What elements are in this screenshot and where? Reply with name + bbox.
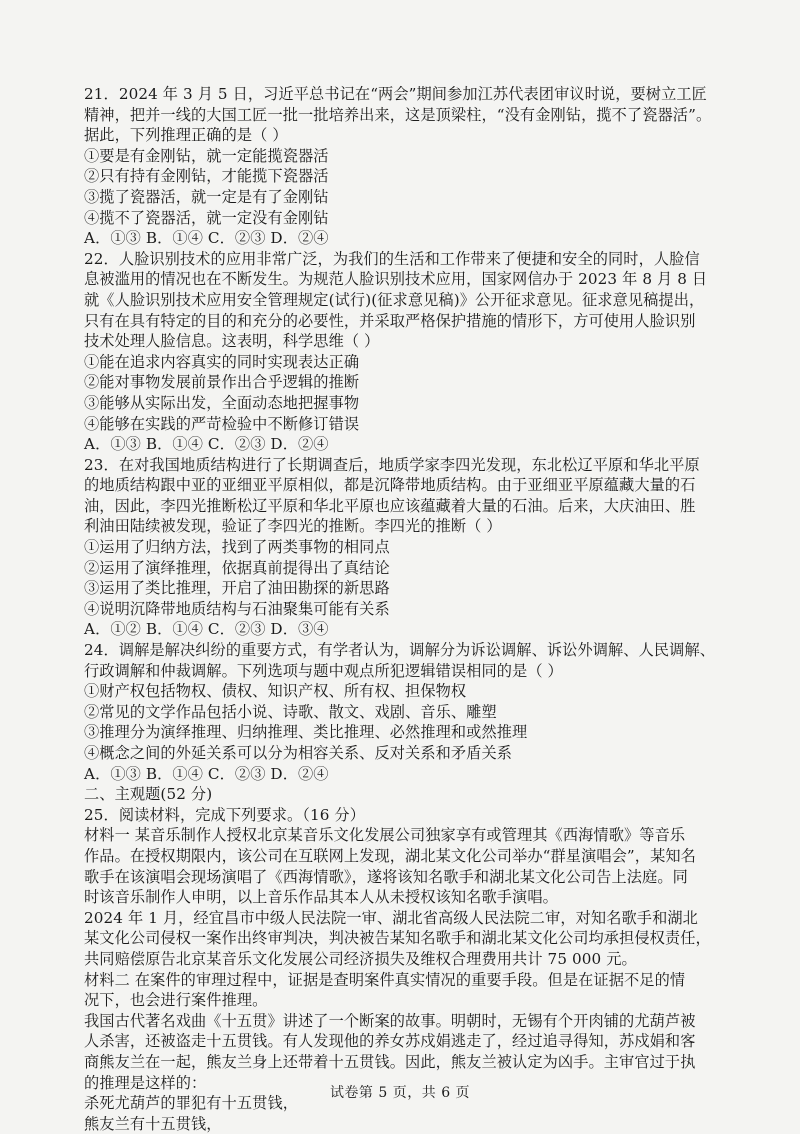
text-line: 的推理是这样的： <box>84 1073 207 1092</box>
text-line: ④概念之间的外延关系可以分为相容关系、反对关系和矛盾关系 <box>84 744 513 762</box>
text-line: ②只有持有金刚钻，才能揽下瓷器活 <box>84 167 329 186</box>
text-line: 24．调解是解决纠纷的重要方式，有学者认为，调解分为诉讼调解、诉讼外调解、人民调解、 <box>84 641 716 660</box>
text-line: 时该音乐制作人申明，以上音乐作品其本人从未授权该知名歌手演唱。 <box>84 888 558 907</box>
text-line: ①能在追求内容真实的同时实现表达正确 <box>84 352 360 371</box>
text-line: A．①③ B．①④ C．②③ D．②④ <box>84 435 329 454</box>
text-line: 精神，把并一线的大国工匠一批一批培养出来，这是顶梁柱，“没有金刚钻，揽不了瓷器活”。 <box>84 105 712 124</box>
text-line: ②能对事物发展前景作出合乎逻辑的推断 <box>84 373 360 392</box>
text-line: 某文化公司侵权一案作出终审判决，判决被告某知名歌手和湖北某文化公司均承担侵权责任， <box>84 929 711 948</box>
text-line: 共同赔偿原告北京某音乐文化发展公司经济损失及维权合理费用共计 75 000 元。 <box>84 949 637 968</box>
page-body <box>84 84 760 1134</box>
text-line: 人杀害，还被盗走十五贯钱。有人发现他的养女苏戍娟逃走了，经过追寻得知，苏戍娟和客 <box>84 1032 696 1051</box>
text-line: ①要是有金刚钻，就一定能揽瓷器活 <box>84 146 329 165</box>
text-line: 油，因此，李四光推断松辽平原和华北平原也应该蕴藏着大量的石油。后来，大庆油田、胜 <box>84 496 696 515</box>
text-line: 据此，下列推理正确的是（ ） <box>84 126 288 145</box>
text-line: ②常见的文学作品包括小说、诗歌、散文、戏剧、音乐、雕塑 <box>84 702 497 721</box>
text-line: ③能够从实际出发，全面动态地把握事物 <box>84 393 360 412</box>
text-line: 技术处理人脸信息。这表明，科学思维（ ） <box>84 332 380 351</box>
text-line: ②运用了演绎推理，依据真前提得出了真结论 <box>84 558 390 577</box>
text-line: 利油田陆续被发现，验证了李四光的推断。李四光的推断（ ） <box>84 517 502 536</box>
text-line: 熊友兰有十五贯钱， <box>84 1114 222 1133</box>
text-line: 材料一 某音乐制作人授权北京某音乐文化发展公司独家享有或管理其《西海情歌》等音乐 <box>84 826 686 845</box>
text-line: 作品。在授权期限内，该公司在互联网上发现，湖北某文化公司举办“群星演唱会”，某知名 <box>84 846 696 865</box>
text-line: ①财产权包括物权、债权、知识产权、所有权、担保物权 <box>84 682 467 701</box>
text-line: 行政调解和仲裁调解。下列选项与题中观点所犯逻辑错误相同的是（ ） <box>84 661 563 680</box>
text-line: 21．2024 年 3 月 5 日，习近平总书记在“两会”期间参加江苏代表团审议时说，要树立工匠 <box>84 85 707 103</box>
text-line: ④能够在实践的严苛检验中不断修订错误 <box>84 414 360 433</box>
text-line: 我国古代著名戏曲《十五贯》讲述了一个断案的故事。明朝时，无锡有个开肉铺的尤葫芦被 <box>84 1011 696 1030</box>
page-footer: 试卷第 5 页，共 6 页 <box>329 1085 471 1101</box>
text-line: 只有在具有特定的目的和充分的必要性，并采取严格保护措施的情形下，方可使用人脸识别 <box>84 311 696 330</box>
text-line: ③揽了瓷器活，就一定是有了金刚钻 <box>84 187 329 206</box>
text-line: 23．在对我国地质结构进行了长期调查后，地质学家李四光发现，东北松辽平原和华北平原 <box>84 455 700 474</box>
text-line: 歌手在该演唱会现场演唱了《西海情歌》，遂将该知名歌手和湖北某文化公司告上法庭。同 <box>84 867 688 886</box>
text-line: ④揽不了瓷器活，就一定没有金刚钻 <box>84 208 329 227</box>
text-line: 杀死尤葫芦的罪犯有十五贯钱， <box>84 1094 299 1113</box>
text-line: A．①③ B．①④ C．②③ D．②④ <box>84 229 329 248</box>
text-line: ①运用了归纳方法，找到了两类事物的相同点 <box>84 538 390 557</box>
text-line: 22．人脸识别技术的应用非常广泛，为我们的生活和工作带来了便捷和安全的同时，人脸信 <box>84 249 700 268</box>
text-line: 商熊友兰在一起，熊友兰身上还带着十五贯钱。因此，熊友兰被认定为凶手。主审官过于执 <box>84 1052 696 1071</box>
text-line: 息被滥用的情况也在不断发生。为规范人脸识别技术应用，国家网信办于 2023 年 8 月 8 日 <box>84 270 708 289</box>
text-line: 况下，也会进行案件推理。 <box>84 991 268 1010</box>
text-line: 2024 年 1 月，经宜昌市中级人民法院一审、湖北省高级人民法院二审，对知名歌手和湖北 <box>84 908 698 927</box>
text-line: ④说明沉降带地质结构与石油聚集可能有关系 <box>84 599 390 618</box>
text-line: ③推理分为演绎推理、归纳推理、类比推理、必然推理和或然推理 <box>84 723 528 742</box>
text-line: 就《人脸识别技术应用安全管理规定(试行)(征求意见稿)》公开征求意见。征求意见稿提出， <box>84 290 705 309</box>
text-line: 材料二 在案件的审理过程中，证据是查明案件真实情况的重要手段。但是在证据不足的情 <box>84 970 686 989</box>
text-line: 25．阅读材料，完成下列要求。（16 分） <box>84 805 365 824</box>
text-line: ③运用了类比推理，开启了油田勘探的新思路 <box>84 579 390 598</box>
text-line: 的地质结构跟中亚的亚细亚平原相似，都是沉降带地质结构。由于亚细亚平原蕴藏大量的石 <box>84 476 696 495</box>
text-line: 二、主观题(52 分) <box>84 785 213 804</box>
text-line: A．①③ B．①④ C．②③ D．②④ <box>84 764 329 783</box>
text-line: A．①② B．①④ C．②③ D．③④ <box>84 620 329 639</box>
